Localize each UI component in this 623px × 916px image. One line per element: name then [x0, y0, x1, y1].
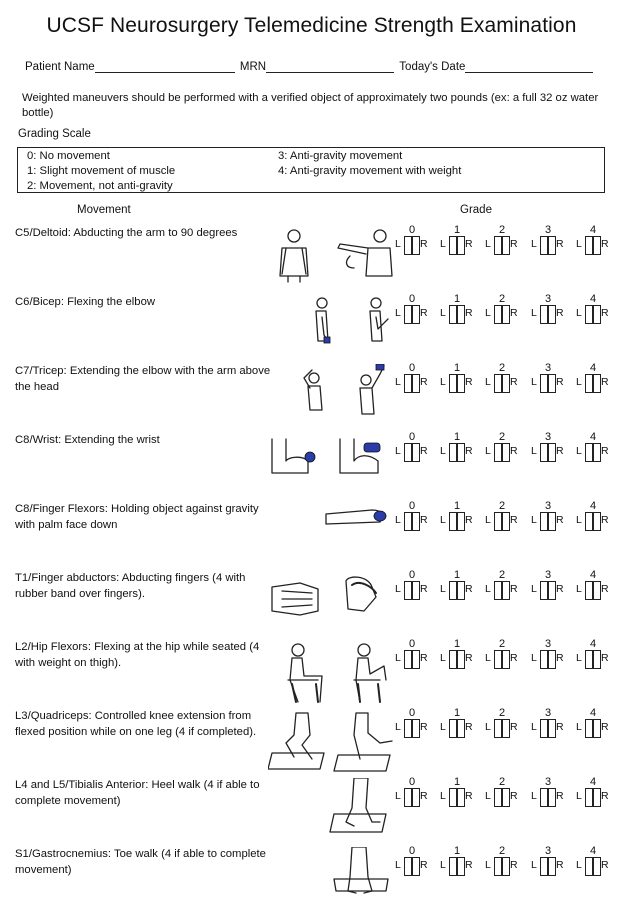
- grade-2-checkbox-group: [485, 364, 519, 404]
- grade-checkbox[interactable]: [494, 512, 510, 531]
- grade-number: 3: [544, 224, 552, 236]
- grade-number: 0: [408, 224, 416, 236]
- right-side-label: R: [510, 376, 518, 388]
- left-side-label: L: [531, 307, 537, 319]
- movement-description: C6/Bicep: Flexing the elbow: [15, 296, 156, 308]
- grade-checkbox[interactable]: [404, 512, 420, 531]
- left-side-label: L: [576, 721, 582, 733]
- grade-4-checkbox-group: [576, 778, 610, 818]
- right-side-label: R: [556, 721, 564, 733]
- left-side-label: L: [395, 238, 401, 250]
- grade-number: 3: [544, 362, 552, 374]
- right-side-label: R: [510, 583, 518, 595]
- grade-number: 3: [544, 431, 552, 443]
- left-side-label: L: [531, 376, 537, 388]
- grade-4-checkbox-group: [576, 640, 610, 680]
- grade-number: 3: [544, 293, 552, 305]
- grade-checkbox[interactable]: [449, 305, 465, 324]
- movement-illustration: [268, 295, 396, 357]
- grade-number: 1: [453, 500, 461, 512]
- grade-3-checkbox-group: [531, 502, 565, 542]
- grade-checkbox[interactable]: [540, 512, 556, 531]
- left-side-label: L: [531, 721, 537, 733]
- exam-row: [0, 640, 623, 709]
- grade-number: 4: [589, 776, 597, 788]
- grade-checkbox[interactable]: [404, 305, 420, 324]
- grade-4-checkbox-group: [576, 847, 610, 887]
- grade-checkbox[interactable]: [585, 305, 601, 324]
- grade-number: 2: [498, 293, 506, 305]
- grade-0-checkbox-group: [395, 709, 429, 749]
- grade-1-checkbox-group: [440, 778, 474, 818]
- grade-number: 3: [544, 707, 552, 719]
- grade-number: 1: [453, 845, 461, 857]
- exam-row: [0, 226, 623, 295]
- grade-checkbox[interactable]: [540, 305, 556, 324]
- grade-checkbox[interactable]: [585, 857, 601, 876]
- grade-checkbox[interactable]: [404, 236, 420, 255]
- right-side-label: R: [601, 583, 609, 595]
- movement-illustration: [268, 709, 396, 771]
- left-side-label: L: [531, 859, 537, 871]
- right-side-label: R: [420, 583, 428, 595]
- grade-checkbox[interactable]: [449, 719, 465, 738]
- grade-checkbox[interactable]: [585, 443, 601, 462]
- grading-scale-box: [17, 147, 605, 193]
- movement-illustration: [268, 364, 396, 426]
- grade-1-checkbox-group: [440, 433, 474, 473]
- left-side-label: L: [485, 790, 491, 802]
- right-side-label: R: [556, 376, 564, 388]
- grade-3-checkbox-group: [531, 709, 565, 749]
- grading-scale-label: Grading Scale: [18, 128, 91, 140]
- left-side-label: L: [531, 583, 537, 595]
- grade-number: 4: [589, 845, 597, 857]
- grade-checkbox[interactable]: [540, 443, 556, 462]
- right-side-label: R: [510, 307, 518, 319]
- grade-header: Grade: [460, 204, 492, 216]
- right-side-label: R: [510, 721, 518, 733]
- right-side-label: R: [601, 859, 609, 871]
- grade-0-checkbox-group: [395, 433, 429, 473]
- grade-1-checkbox-group: [440, 502, 474, 542]
- right-side-label: R: [601, 307, 609, 319]
- grade-3-checkbox-group: [531, 640, 565, 680]
- right-side-label: R: [420, 445, 428, 457]
- left-side-label: L: [576, 307, 582, 319]
- exam-row: [0, 571, 623, 640]
- grade-2-checkbox-group: [485, 778, 519, 818]
- left-side-label: L: [440, 790, 446, 802]
- grade-number: 2: [498, 638, 506, 650]
- grade-number: 4: [589, 569, 597, 581]
- right-side-label: R: [556, 652, 564, 664]
- right-side-label: R: [420, 859, 428, 871]
- grade-checkbox[interactable]: [449, 581, 465, 600]
- movement-illustration: [268, 847, 396, 909]
- grade-number: 4: [589, 362, 597, 374]
- right-side-label: R: [556, 445, 564, 457]
- scale-item: 1: Slight movement of muscle: [27, 165, 176, 177]
- movement-description: T1/Finger abductors: Abducting fingers (4 with rubber band over fingers).: [15, 572, 246, 600]
- grade-number: 1: [453, 569, 461, 581]
- right-side-label: R: [556, 583, 564, 595]
- movement-illustration: [268, 571, 396, 633]
- right-side-label: R: [465, 514, 473, 526]
- right-side-label: R: [601, 790, 609, 802]
- patient-name-label: Patient Name: [25, 61, 95, 73]
- grade-0-checkbox-group: [395, 226, 429, 266]
- movement-description: L2/Hip Flexors: Flexing at the hip while seated (4 with weight on thigh).: [15, 641, 260, 669]
- right-side-label: R: [556, 859, 564, 871]
- grade-4-checkbox-group: [576, 226, 610, 266]
- grade-number: 4: [589, 224, 597, 236]
- right-side-label: R: [601, 514, 609, 526]
- left-side-label: L: [485, 652, 491, 664]
- grade-4-checkbox-group: [576, 709, 610, 749]
- grade-checkbox[interactable]: [585, 236, 601, 255]
- scale-item: 0: No movement: [27, 150, 110, 162]
- movement-description: L4 and L5/Tibialis Anterior: Heel walk (4 if able to complete movement): [15, 779, 260, 807]
- mrn-field[interactable]: [266, 60, 394, 73]
- left-side-label: L: [576, 445, 582, 457]
- movement-description: L3/Quadriceps: Controlled knee extension from flexed position while on one leg (4 if completed).: [15, 710, 257, 738]
- grade-number: 3: [544, 638, 552, 650]
- grade-number: 0: [408, 707, 416, 719]
- todays-date-label: Today's Date: [399, 61, 466, 73]
- grade-number: 1: [453, 362, 461, 374]
- grade-number: 2: [498, 707, 506, 719]
- left-side-label: L: [395, 376, 401, 388]
- grade-3-checkbox-group: [531, 226, 565, 266]
- grade-3-checkbox-group: [531, 778, 565, 818]
- exam-row: [0, 778, 623, 847]
- left-side-label: L: [485, 583, 491, 595]
- grade-checkbox[interactable]: [540, 719, 556, 738]
- right-side-label: R: [556, 790, 564, 802]
- left-side-label: L: [395, 307, 401, 319]
- left-side-label: L: [440, 859, 446, 871]
- left-side-label: L: [576, 583, 582, 595]
- grade-2-checkbox-group: [485, 502, 519, 542]
- movement-description: C7/Tricep: Extending the elbow with the arm above the head: [15, 365, 271, 393]
- grade-number: 0: [408, 638, 416, 650]
- grade-3-checkbox-group: [531, 571, 565, 611]
- grade-number: 2: [498, 362, 506, 374]
- grade-checkbox[interactable]: [494, 443, 510, 462]
- movement-description: C8/Finger Flexors: Holding object against gravity with palm face down: [15, 503, 259, 531]
- right-side-label: R: [510, 652, 518, 664]
- grade-2-checkbox-group: [485, 640, 519, 680]
- right-side-label: R: [601, 445, 609, 457]
- right-side-label: R: [420, 790, 428, 802]
- left-side-label: L: [440, 514, 446, 526]
- grade-checkbox[interactable]: [449, 512, 465, 531]
- grade-number: 4: [589, 707, 597, 719]
- grade-2-checkbox-group: [485, 571, 519, 611]
- grade-number: 1: [453, 224, 461, 236]
- mrn-label: MRN: [239, 61, 267, 73]
- right-side-label: R: [465, 790, 473, 802]
- left-side-label: L: [576, 376, 582, 388]
- movement-description: C8/Wrist: Extending the wrist: [15, 434, 160, 446]
- grade-number: 0: [408, 845, 416, 857]
- right-side-label: R: [510, 514, 518, 526]
- left-side-label: L: [440, 307, 446, 319]
- left-side-label: L: [485, 376, 491, 388]
- grade-0-checkbox-group: [395, 295, 429, 335]
- left-side-label: L: [485, 859, 491, 871]
- exam-row: [0, 295, 623, 364]
- grade-checkbox[interactable]: [585, 512, 601, 531]
- grade-checkbox[interactable]: [404, 650, 420, 669]
- grade-number: 1: [453, 431, 461, 443]
- left-side-label: L: [485, 445, 491, 457]
- left-side-label: L: [576, 514, 582, 526]
- grade-2-checkbox-group: [485, 226, 519, 266]
- movement-illustration: [268, 502, 396, 564]
- movement-header: Movement: [77, 204, 131, 216]
- left-side-label: L: [395, 790, 401, 802]
- exam-row: [0, 502, 623, 571]
- movement-illustration: [268, 433, 396, 495]
- grade-1-checkbox-group: [440, 709, 474, 749]
- grade-checkbox[interactable]: [585, 788, 601, 807]
- grade-0-checkbox-group: [395, 502, 429, 542]
- patient-fields: [25, 60, 593, 73]
- grade-1-checkbox-group: [440, 571, 474, 611]
- scale-item: 4: Anti-gravity movement with weight: [278, 165, 462, 177]
- right-side-label: R: [420, 307, 428, 319]
- movement-illustration: [268, 778, 396, 840]
- grade-checkbox[interactable]: [404, 857, 420, 876]
- left-side-label: L: [531, 238, 537, 250]
- grade-1-checkbox-group: [440, 295, 474, 335]
- left-side-label: L: [485, 307, 491, 319]
- left-side-label: L: [485, 721, 491, 733]
- left-side-label: L: [395, 445, 401, 457]
- page-title: UCSF Neurosurgery Telemedicine Strength Examination: [46, 14, 577, 37]
- grade-checkbox[interactable]: [494, 305, 510, 324]
- right-side-label: R: [465, 652, 473, 664]
- left-side-label: L: [531, 514, 537, 526]
- grade-0-checkbox-group: [395, 571, 429, 611]
- left-side-label: L: [440, 238, 446, 250]
- grade-0-checkbox-group: [395, 847, 429, 887]
- patient-name-field[interactable]: [95, 60, 235, 73]
- grade-number: 0: [408, 362, 416, 374]
- grade-checkbox[interactable]: [494, 581, 510, 600]
- grade-number: 2: [498, 431, 506, 443]
- grade-checkbox[interactable]: [540, 788, 556, 807]
- grade-0-checkbox-group: [395, 778, 429, 818]
- grade-checkbox[interactable]: [404, 443, 420, 462]
- right-side-label: R: [465, 445, 473, 457]
- grade-3-checkbox-group: [531, 295, 565, 335]
- grade-checkbox[interactable]: [404, 374, 420, 393]
- grade-checkbox[interactable]: [449, 374, 465, 393]
- left-side-label: L: [395, 514, 401, 526]
- grade-2-checkbox-group: [485, 709, 519, 749]
- grade-number: 0: [408, 569, 416, 581]
- left-side-label: L: [531, 790, 537, 802]
- grade-4-checkbox-group: [576, 571, 610, 611]
- grade-checkbox[interactable]: [449, 788, 465, 807]
- right-side-label: R: [510, 445, 518, 457]
- grade-4-checkbox-group: [576, 502, 610, 542]
- grade-4-checkbox-group: [576, 364, 610, 404]
- grade-checkbox[interactable]: [540, 374, 556, 393]
- grade-number: 1: [453, 293, 461, 305]
- grade-1-checkbox-group: [440, 364, 474, 404]
- left-side-label: L: [440, 583, 446, 595]
- grade-checkbox[interactable]: [404, 581, 420, 600]
- grade-checkbox[interactable]: [540, 650, 556, 669]
- grade-number: 0: [408, 431, 416, 443]
- grade-checkbox[interactable]: [494, 788, 510, 807]
- right-side-label: R: [556, 514, 564, 526]
- grade-number: 2: [498, 224, 506, 236]
- grade-number: 3: [544, 845, 552, 857]
- grade-1-checkbox-group: [440, 226, 474, 266]
- grade-checkbox[interactable]: [449, 857, 465, 876]
- grade-2-checkbox-group: [485, 433, 519, 473]
- right-side-label: R: [556, 307, 564, 319]
- grade-3-checkbox-group: [531, 364, 565, 404]
- grade-checkbox[interactable]: [494, 650, 510, 669]
- grade-checkbox[interactable]: [404, 788, 420, 807]
- grade-2-checkbox-group: [485, 295, 519, 335]
- left-side-label: L: [440, 652, 446, 664]
- grade-checkbox[interactable]: [494, 857, 510, 876]
- grade-number: 2: [498, 845, 506, 857]
- right-side-label: R: [601, 238, 609, 250]
- exam-row: [0, 847, 623, 916]
- right-side-label: R: [420, 376, 428, 388]
- grade-number: 0: [408, 776, 416, 788]
- weighted-maneuver-note: Weighted maneuvers should be performed with a verified object of approximately two pounds (ex: a full 32 oz water bottle): [22, 92, 599, 119]
- movement-illustration: [268, 640, 396, 702]
- scale-item: 3: Anti-gravity movement: [278, 150, 403, 162]
- right-side-label: R: [465, 721, 473, 733]
- left-side-label: L: [576, 238, 582, 250]
- left-side-label: L: [531, 445, 537, 457]
- grade-number: 3: [544, 569, 552, 581]
- right-side-label: R: [420, 514, 428, 526]
- exam-row: [0, 364, 623, 433]
- grade-number: 3: [544, 776, 552, 788]
- movement-description: C5/Deltoid: Abducting the arm to 90 degrees: [15, 227, 238, 239]
- left-side-label: L: [485, 238, 491, 250]
- left-side-label: L: [395, 859, 401, 871]
- grade-number: 4: [589, 638, 597, 650]
- grade-number: 2: [498, 776, 506, 788]
- grade-checkbox[interactable]: [540, 857, 556, 876]
- grade-number: 2: [498, 569, 506, 581]
- grade-2-checkbox-group: [485, 847, 519, 887]
- right-side-label: R: [601, 721, 609, 733]
- left-side-label: L: [576, 859, 582, 871]
- right-side-label: R: [601, 376, 609, 388]
- left-side-label: L: [485, 514, 491, 526]
- grade-checkbox[interactable]: [540, 581, 556, 600]
- grade-number: 4: [589, 293, 597, 305]
- grade-4-checkbox-group: [576, 433, 610, 473]
- right-side-label: R: [420, 238, 428, 250]
- left-side-label: L: [395, 583, 401, 595]
- grade-checkbox[interactable]: [494, 236, 510, 255]
- right-side-label: R: [510, 238, 518, 250]
- grade-checkbox[interactable]: [494, 374, 510, 393]
- right-side-label: R: [556, 238, 564, 250]
- left-side-label: L: [440, 445, 446, 457]
- left-side-label: L: [395, 652, 401, 664]
- scale-item: 2: Movement, not anti-gravity: [27, 180, 173, 192]
- grade-checkbox[interactable]: [404, 719, 420, 738]
- grade-number: 3: [544, 500, 552, 512]
- right-side-label: R: [510, 790, 518, 802]
- movement-description: S1/Gastrocnemius: Toe walk (4 if able to complete movement): [15, 848, 266, 876]
- grade-number: 0: [408, 500, 416, 512]
- grade-checkbox[interactable]: [449, 650, 465, 669]
- exam-row: [0, 433, 623, 502]
- left-side-label: L: [395, 721, 401, 733]
- right-side-label: R: [420, 721, 428, 733]
- grade-checkbox[interactable]: [494, 719, 510, 738]
- exam-row: [0, 709, 623, 778]
- grade-0-checkbox-group: [395, 364, 429, 404]
- grade-3-checkbox-group: [531, 847, 565, 887]
- right-side-label: R: [601, 652, 609, 664]
- grade-checkbox[interactable]: [585, 719, 601, 738]
- movement-illustration: [268, 226, 396, 288]
- grade-checkbox[interactable]: [585, 650, 601, 669]
- left-side-label: L: [531, 652, 537, 664]
- grade-checkbox[interactable]: [540, 236, 556, 255]
- right-side-label: R: [465, 307, 473, 319]
- grade-checkbox[interactable]: [585, 374, 601, 393]
- right-side-label: R: [420, 652, 428, 664]
- right-side-label: R: [510, 859, 518, 871]
- grade-1-checkbox-group: [440, 640, 474, 680]
- grade-3-checkbox-group: [531, 433, 565, 473]
- grade-4-checkbox-group: [576, 295, 610, 335]
- grade-0-checkbox-group: [395, 640, 429, 680]
- grade-number: 2: [498, 500, 506, 512]
- grade-number: 4: [589, 431, 597, 443]
- grade-number: 4: [589, 500, 597, 512]
- right-side-label: R: [465, 376, 473, 388]
- left-side-label: L: [576, 790, 582, 802]
- grade-number: 0: [408, 293, 416, 305]
- grade-checkbox[interactable]: [449, 443, 465, 462]
- right-side-label: R: [465, 238, 473, 250]
- todays-date-field[interactable]: [465, 60, 593, 73]
- left-side-label: L: [440, 721, 446, 733]
- grade-checkbox[interactable]: [449, 236, 465, 255]
- left-side-label: L: [440, 376, 446, 388]
- grade-number: 1: [453, 638, 461, 650]
- left-side-label: L: [576, 652, 582, 664]
- grade-number: 1: [453, 776, 461, 788]
- grade-1-checkbox-group: [440, 847, 474, 887]
- grade-number: 1: [453, 707, 461, 719]
- grade-checkbox[interactable]: [585, 581, 601, 600]
- right-side-label: R: [465, 583, 473, 595]
- right-side-label: R: [465, 859, 473, 871]
